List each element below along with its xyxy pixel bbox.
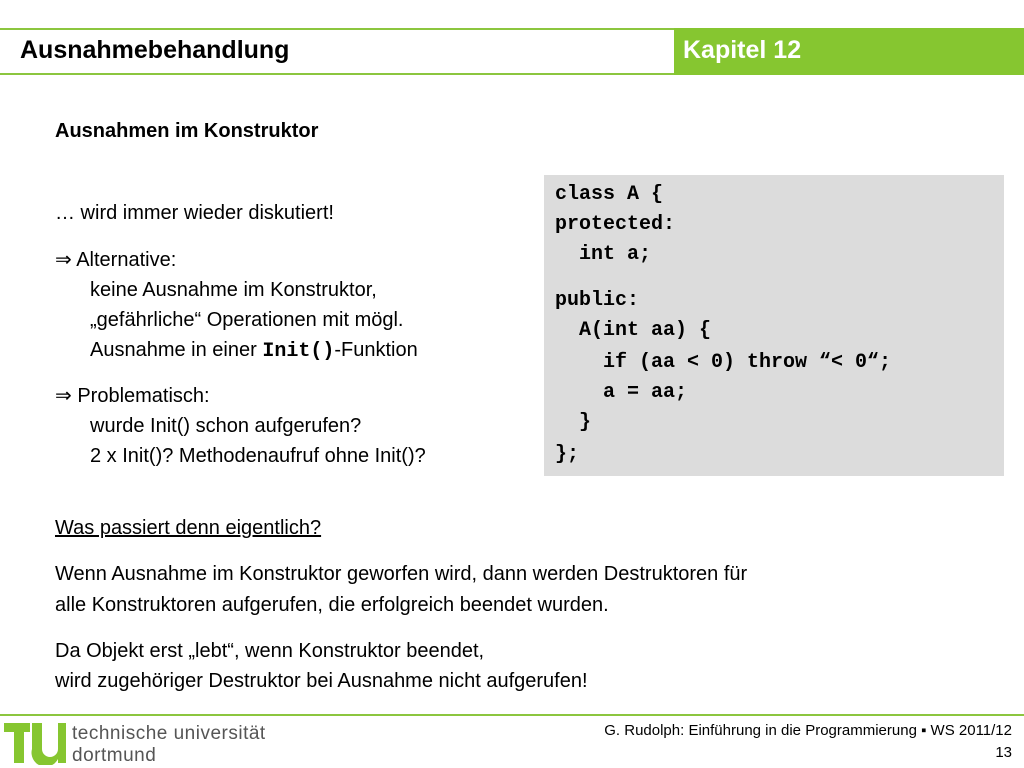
problematic-line-2: 2 x Init()? Methodenaufruf ohne Init()? <box>90 445 426 467</box>
tu-logo-icon <box>4 719 66 765</box>
code-line-9: }; <box>555 443 580 466</box>
alternative-line-1: keine Ausnahme im Konstruktor, <box>90 279 377 301</box>
code-line-4: public: <box>555 289 640 312</box>
university-name <box>72 723 266 767</box>
alternative-line-3-pre: Ausnahme in einer <box>90 339 263 361</box>
paragraph-2-line-1: Da Objekt erst „lebt“, wenn Konstruktor beendet, <box>55 640 485 662</box>
alternative-line-2: „gefährliche“ Operationen mit mögl. <box>90 309 404 331</box>
code-line-1: class A { <box>555 183 664 206</box>
code-line-7: a = aa; <box>555 381 688 404</box>
question-heading: Was passiert denn eigentlich? <box>55 517 322 539</box>
code-line-8: } <box>555 411 592 434</box>
chapter-badge <box>674 28 1024 75</box>
paragraph-1-line-2: alle Konstruktoren aufgerufen, die erfolgreich beendet wurden. <box>55 594 609 616</box>
code-line-6: if (aa < 0) throw “< 0“; <box>555 351 892 374</box>
header-rule-bottom <box>0 73 676 75</box>
implies-arrow-icon: ⇒ <box>55 385 72 407</box>
code-line-3: int a; <box>555 243 652 266</box>
header-rule-top <box>0 28 676 30</box>
paragraph-2-line-2: wird zugehöriger Destruktor bei Ausnahme nicht aufgerufen! <box>55 670 588 692</box>
code-box <box>544 175 1004 476</box>
alternative-heading <box>55 248 176 272</box>
page-number: 13 <box>995 744 1012 761</box>
problematic-heading <box>55 384 210 408</box>
footer-rule <box>0 714 1024 716</box>
university-line-1: technische universität <box>72 723 266 744</box>
implies-arrow-icon: ⇒ <box>55 249 72 271</box>
init-code: Init() <box>262 340 335 363</box>
section-title: Ausnahmen im Konstruktor <box>55 120 319 142</box>
paragraph-1-line-1: Wenn Ausnahme im Konstruktor geworfen wird, dann werden Destruktoren für <box>55 563 748 585</box>
problematic-line-1: wurde Init() schon aufgerufen? <box>90 415 362 437</box>
chapter-label: Kapitel 12 <box>683 36 802 64</box>
alternative-label: Alternative: <box>76 249 177 271</box>
footer-credit: G. Rudolph: Einführung in die Programmierung ▪ WS 2011/12 <box>604 722 1012 739</box>
code-line-2: protected: <box>555 213 676 236</box>
alternative-line-3 <box>90 338 418 364</box>
alternative-line-3-post: -Funktion <box>334 339 418 361</box>
university-line-2: dortmund <box>72 745 157 766</box>
intro-line: … wird immer wieder diskutiert! <box>55 202 334 224</box>
problematic-label: Problematisch: <box>77 385 210 407</box>
slide-title: Ausnahmebehandlung <box>20 36 290 64</box>
code-line-5: A(int aa) { <box>555 319 712 342</box>
